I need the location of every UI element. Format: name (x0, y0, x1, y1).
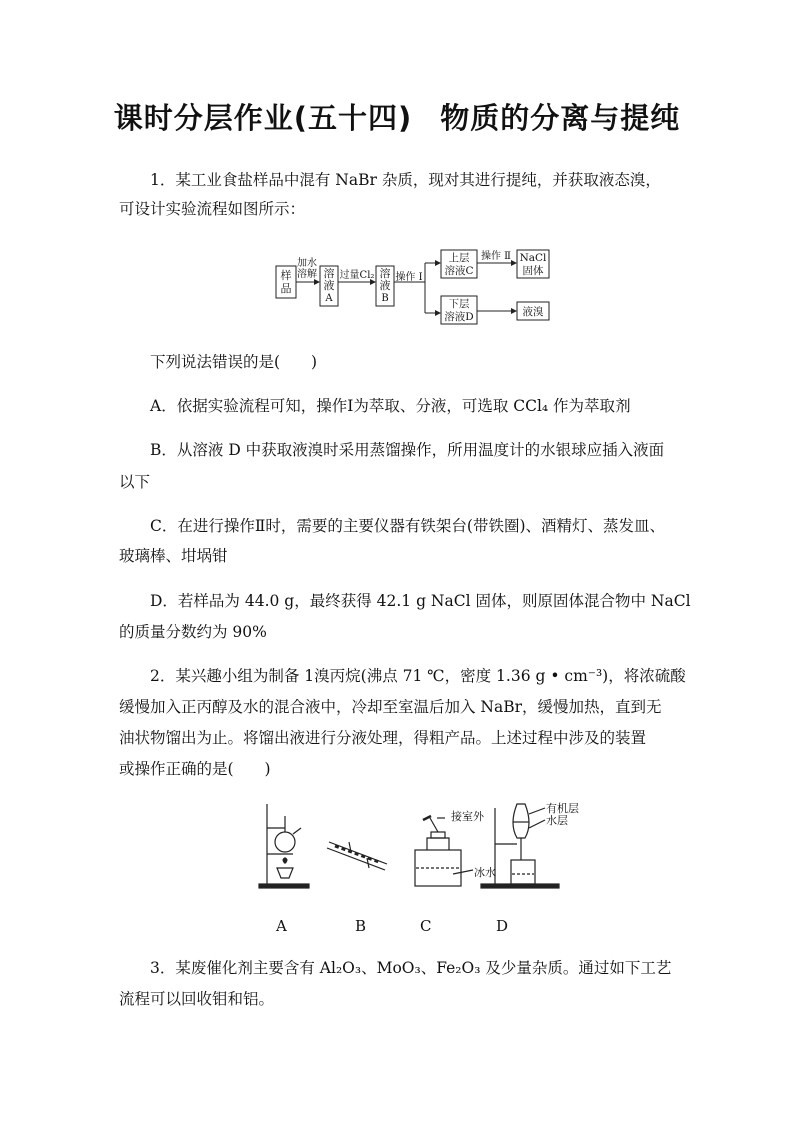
apparatus-b-condenser (327, 842, 387, 870)
flow-b-1: 溶 (379, 267, 391, 280)
choice-b-label: B (355, 917, 367, 935)
choice-c-label: C (420, 917, 432, 935)
q1-option-b-line2: 以下 (119, 473, 151, 491)
label-organic-layer: 有机层 (546, 802, 579, 815)
q1-flowchart (270, 244, 555, 326)
label-aqueous-layer: 水层 (546, 814, 568, 827)
flow-sample-2: 品 (280, 282, 292, 295)
page-title (0, 96, 794, 137)
title-sub: 物质的分离与提纯 (440, 101, 681, 135)
flow-lower-1: 下层 (448, 298, 470, 310)
flow-chlorine: 过量Cl₂ (339, 270, 375, 281)
choice-d-label: D (496, 917, 509, 935)
q1-option-a: A．依据实验流程可知，操作Ⅰ为萃取、分液，可选取 CCl₄ 作为萃取剂 (150, 397, 631, 415)
q1-stem-line2: 可设计实验流程如图所示： (119, 200, 306, 218)
q2-line1: 2．某兴趣小组为制备 1溴丙烷(沸点 71 ℃，密度 1.36 g • cm⁻³)，将浓硫酸 (150, 667, 686, 685)
choice-a-label: A (276, 917, 287, 935)
flow-a-1: 溶 (323, 267, 335, 280)
flow-op2: 操作 Ⅱ (481, 251, 511, 262)
q3-line1: 3．某废催化剂主要含有 Al₂O₃、MoO₃、Fe₂O₃ 及少量杂质。通过如下工艺 (150, 959, 672, 977)
flow-nacl-2: 固体 (522, 265, 544, 277)
flow-b-2: 液 (379, 279, 391, 292)
q3-line2: 流程可以回收钼和铝。 (119, 990, 275, 1008)
flow-upper-2: 溶液C (444, 265, 474, 277)
flow-b-3: B (381, 293, 389, 304)
flow-sample-1: 样 (280, 269, 292, 282)
q1-option-d-line2: 的质量分数约为 90% (119, 623, 267, 641)
flow-dissolve-1: 加水 (297, 258, 317, 269)
q2-apparatus (255, 798, 579, 894)
q1-option-c-line2: 玻璃棒、坩埚钳 (119, 547, 228, 565)
flow-a-2: 液 (323, 279, 335, 292)
q1-option-b-line1: B．从溶液 D 中获取液溴时采用蒸馏操作，所用温度计的水银球应插入液面 (150, 441, 665, 459)
label-ice-water: 冰水 (474, 866, 496, 879)
q1-option-d-line1: D．若样品为 44.0 g，最终获得 42.1 g NaCl 固体，则原固体混合物中 NaCl (150, 592, 691, 610)
flow-lower-2: 溶液D (444, 311, 474, 323)
q2-line3: 油状物馏出为止。将馏出液进行分液处理，得粗产品。上述过程中涉及的装置 (119, 729, 647, 747)
flow-liquid-br: 液溴 (522, 306, 544, 318)
apparatus-a-distillation (259, 804, 309, 888)
label-outdoor: 接室外 (451, 810, 484, 823)
q2-line4: 或操作正确的是( ) (119, 760, 271, 778)
apparatus-c-receiver (415, 816, 473, 886)
title-main: 课时分层作业(五十四) (113, 101, 413, 135)
flow-dissolve-2: 溶解 (297, 269, 317, 280)
q1-prompt: 下列说法错误的是( ) (150, 353, 318, 371)
flow-op1: 操作 Ⅰ (395, 272, 423, 283)
flow-a-3: A (325, 293, 333, 304)
q1-option-c-line1: C．在进行操作Ⅱ时，需要的主要仪器有铁架台(带铁圈)、酒精灯、蒸发皿、 (150, 517, 665, 535)
flow-nacl-1: NaCl (519, 252, 547, 264)
flow-upper-1: 上层 (448, 252, 470, 264)
q1-stem-line1: 1．某工业食盐样品中混有 NaBr 杂质，现对其进行提纯，并获取液态溴， (150, 171, 661, 189)
q2-line2: 缓慢加入正丙醇及水的混合液中，冷却至室温后加入 NaBr，缓慢加热，直到无 (119, 698, 662, 716)
